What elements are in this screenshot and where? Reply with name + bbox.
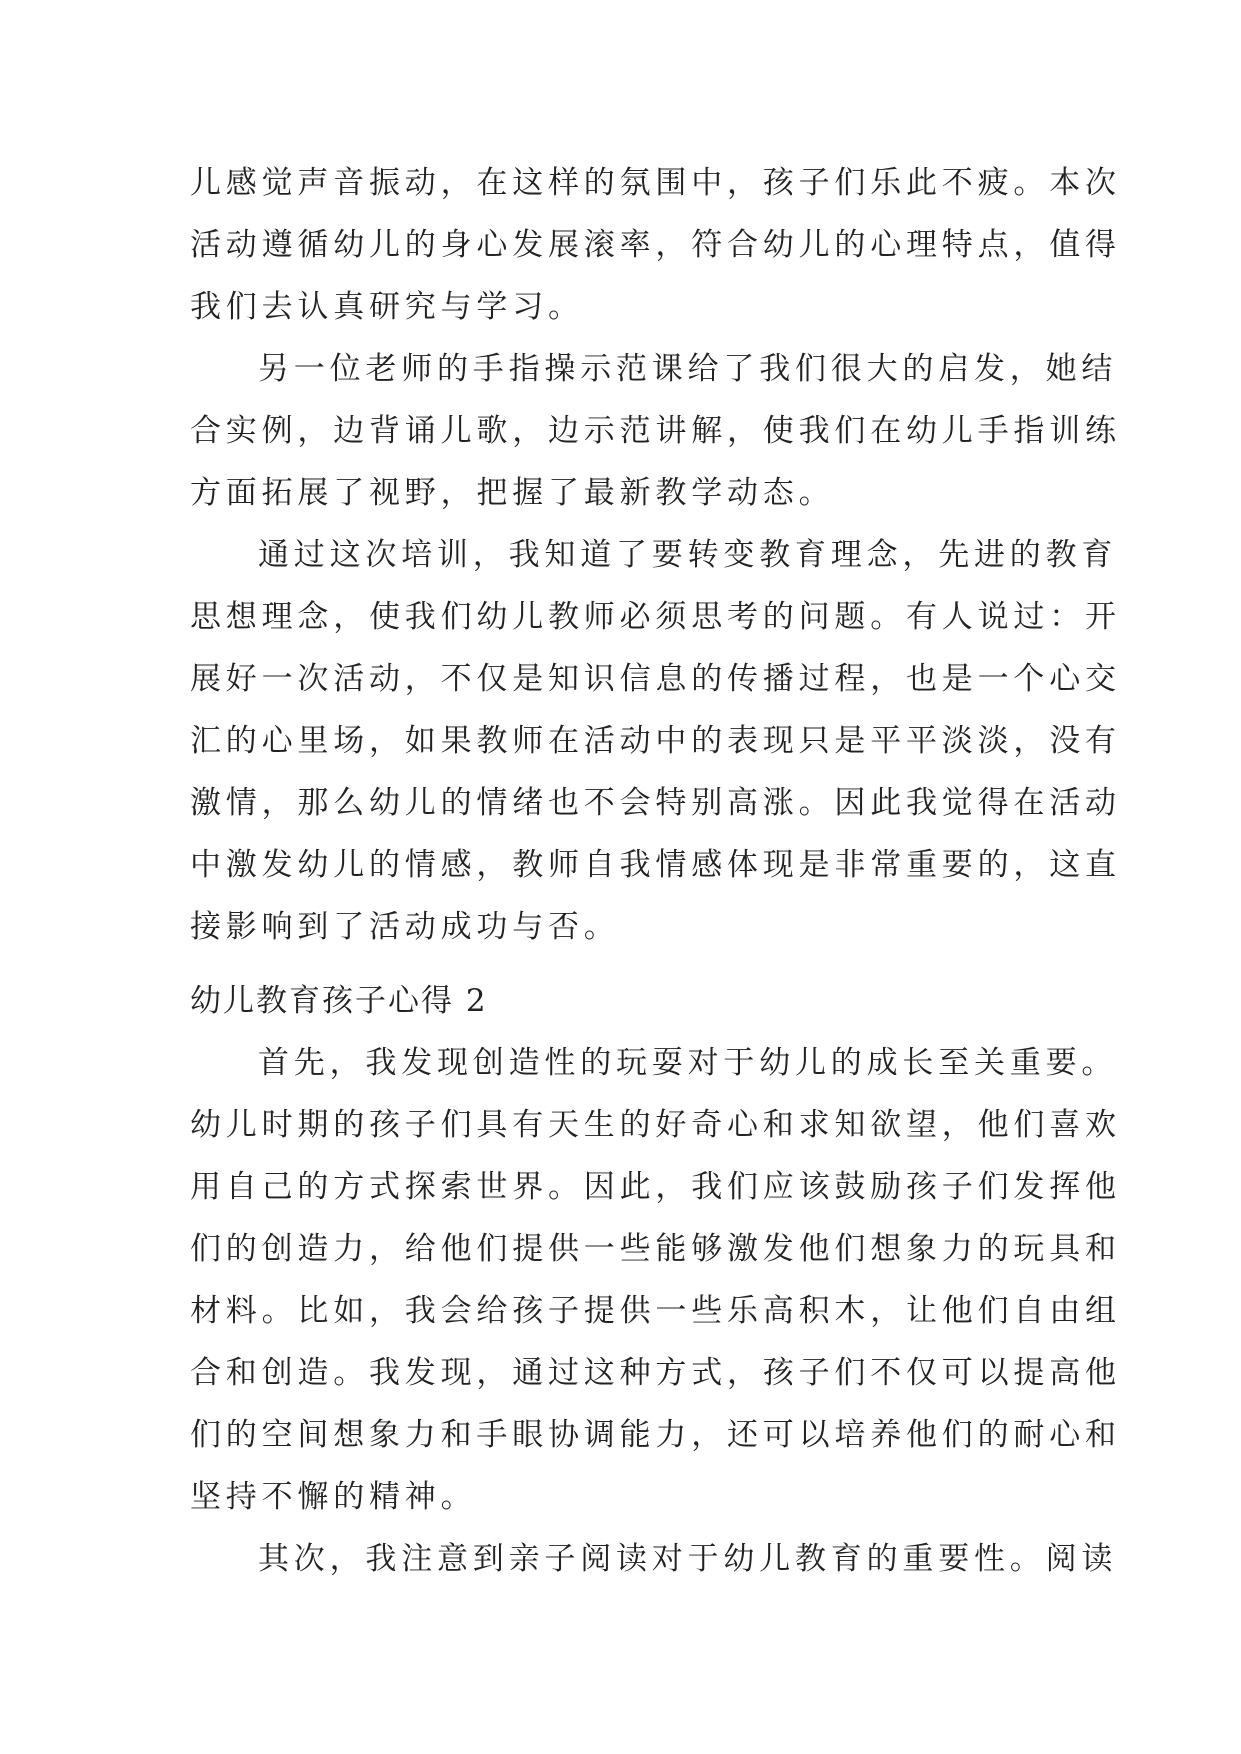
text-line: 中激发幼儿的情感，教师自我情感体现是非常重要的，这直: [190, 847, 1121, 883]
text-line: 材料。比如，我会给孩子提供一些乐高积木，让他们自由组: [190, 1293, 1121, 1329]
text-line: 活动遵循幼儿的身心发展滚率，符合幼儿的心理特点，值得: [190, 227, 1121, 263]
text-line: 我们去认真研究与学习。: [190, 289, 584, 325]
text-line: 接影响到了活动成功与否。: [190, 909, 620, 945]
text-line: 展好一次活动，不仅是知识信息的传播过程，也是一个心交: [190, 661, 1121, 697]
text-line: 坚持不懈的精神。: [190, 1479, 477, 1515]
text-line: 用自己的方式探索世界。因此，我们应该鼓励孩子们发挥他: [190, 1169, 1121, 1205]
body-text-section-1: [190, 152, 1121, 958]
text-line: 通过这次培训，我知道了要转变教育理念，先进的教育: [258, 537, 1118, 573]
text-line: 思想理念，使我们幼儿教师必须思考的问题。有人说过：开: [190, 599, 1121, 635]
text-line: 幼儿时期的孩子们具有天生的好奇心和求知欲望，他们喜欢: [190, 1107, 1121, 1143]
body-text-section-2: [190, 1032, 1121, 1590]
section-heading: 幼儿教育孩子心得 2: [190, 983, 488, 1019]
text-line: 其次，我注意到亲子阅读对于幼儿教育的重要性。阅读: [258, 1541, 1118, 1577]
text-line: 方面拓展了视野，把握了最新教学动态。: [190, 475, 835, 511]
text-line: 们的空间想象力和手眼协调能力，还可以培养他们的耐心和: [190, 1417, 1121, 1453]
text-line: 首先，我发现创造性的玩耍对于幼儿的成长至关重要。: [258, 1045, 1118, 1081]
text-line: 激情，那么幼儿的情绪也不会特别高涨。因此我觉得在活动: [190, 785, 1121, 821]
text-line: 另一位老师的手指操示范课给了我们很大的启发，她结: [258, 351, 1118, 387]
text-line: 合和创造。我发现，通过这种方式，孩子们不仅可以提高他: [190, 1355, 1121, 1391]
text-line: 合实例，边背诵儿歌，边示范讲解，使我们在幼儿手指训练: [190, 413, 1121, 449]
text-line: 们的创造力，给他们提供一些能够激发他们想象力的玩具和: [190, 1231, 1121, 1267]
text-line: 汇的心里场，如果教师在活动中的表现只是平平淡淡，没有: [190, 723, 1121, 759]
text-line: 儿感觉声音振动，在这样的氛围中，孩子们乐此不疲。本次: [190, 165, 1121, 201]
